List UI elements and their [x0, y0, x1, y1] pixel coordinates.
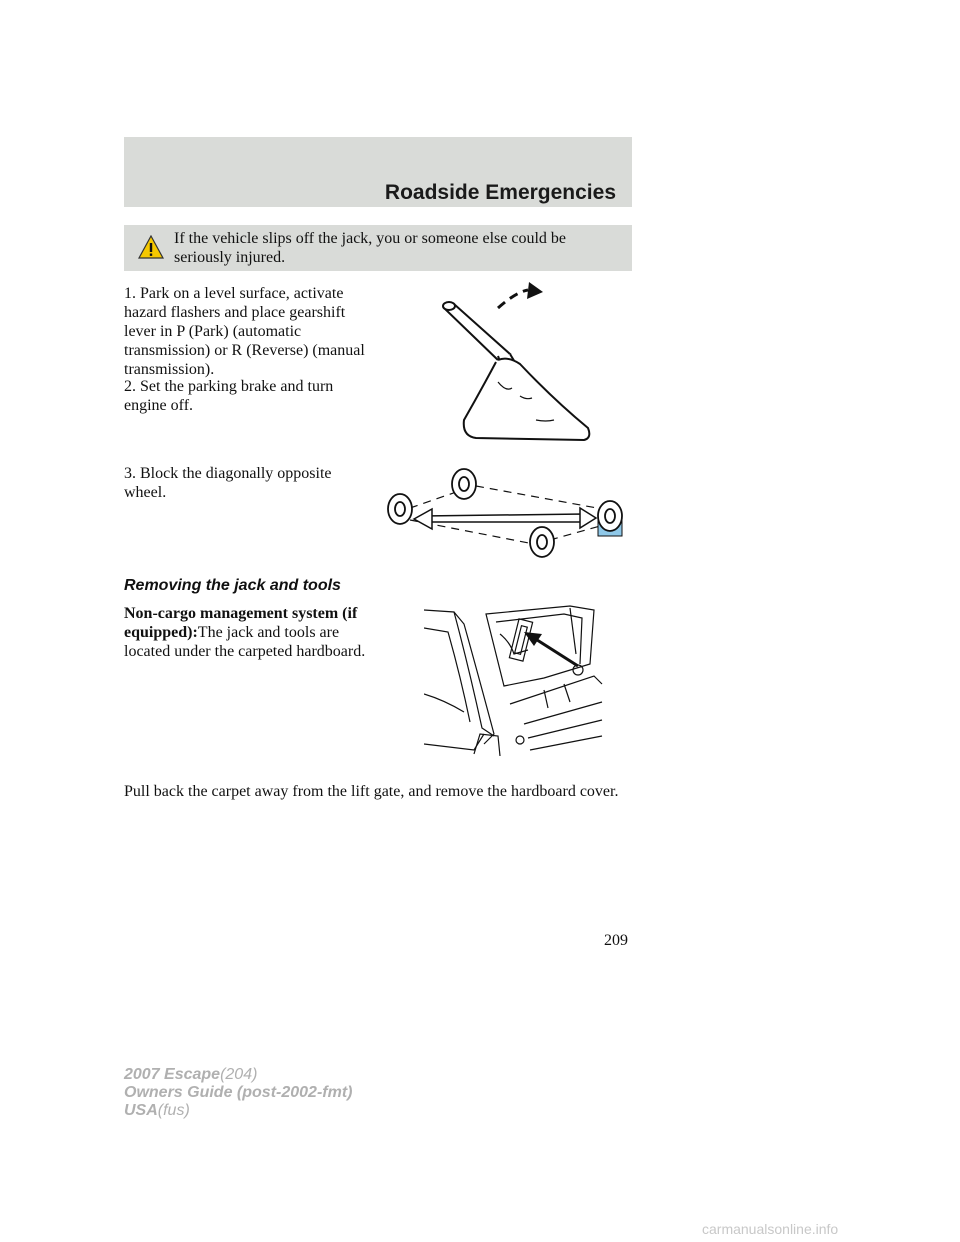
warning-box: [124, 225, 632, 271]
watermark: carmanualsonline.info: [702, 1221, 839, 1237]
footer-model-code: (204): [220, 1066, 258, 1083]
warning-icon: [138, 235, 164, 259]
warning-text: If the vehicle slips off the jack, you or someone else could be seriously injured.: [174, 230, 567, 266]
footer: [124, 1066, 352, 1120]
footer-line-1: [124, 1066, 352, 1084]
footer-model: 2007 Escape: [124, 1066, 221, 1083]
header-band: [124, 137, 632, 207]
noncargo-lead: Non-cargo management system (if equipped):: [124, 605, 358, 641]
footer-market: USA: [124, 1102, 158, 1119]
step-1: 1. Park on a level surface, activate hazard flashers and place gearshift lever in P (Park) (automatic transmission) or R (Reverse) (manual transmission).: [124, 285, 365, 378]
cargo-area-illustration: [424, 604, 604, 756]
page-title: Roadside Emergencies: [384, 181, 616, 204]
noncargo-paragraph: [124, 604, 374, 661]
section-heading: Removing the jack and tools: [124, 577, 341, 594]
step-2: 2. Set the parking brake and turn engine off.: [124, 378, 334, 414]
footer-line-2: [124, 1084, 352, 1102]
page-number: 209: [604, 932, 628, 949]
step-3: 3. Block the diagonally opposite wheel.: [124, 465, 332, 501]
footer-line-3: [124, 1102, 352, 1120]
pull-back-paragraph: Pull back the carpet away from the lift gate, and remove the hardboard cover.: [124, 783, 619, 800]
noncargo-text: The jack and tools are located under the carpeted hardboard.: [124, 624, 366, 660]
footer-guide: Owners Guide (post-2002-fmt): [124, 1084, 353, 1101]
parking-brake-illustration: [436, 282, 606, 444]
wheel-block-illustration: [384, 464, 634, 564]
footer-market-code: (fus): [157, 1102, 190, 1119]
